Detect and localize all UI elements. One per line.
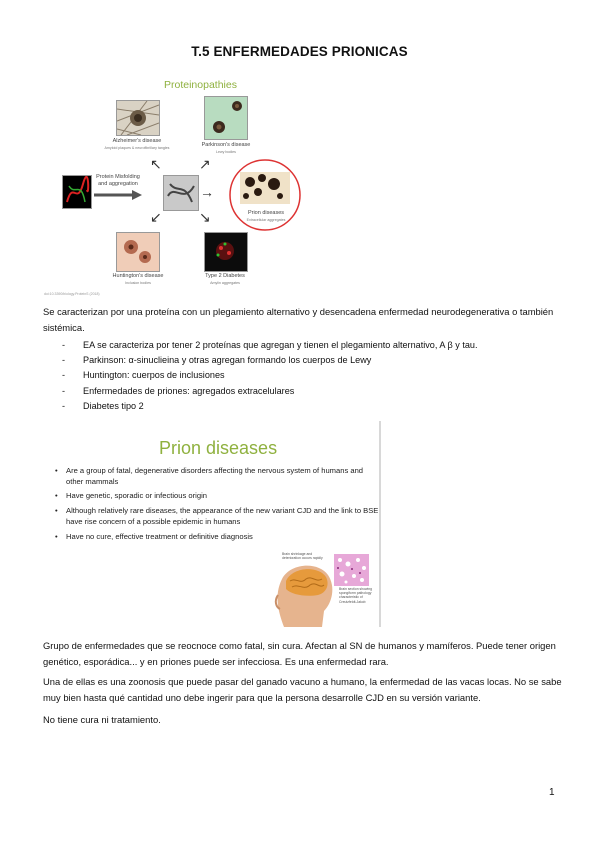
spongiform-section-image <box>334 554 369 586</box>
protein-structure-image <box>62 175 92 209</box>
aggregate-image <box>163 175 199 211</box>
prion-sublabel: Extracellular aggregates <box>246 217 286 222</box>
alzheimer-sublabel: Amyloid plaques & neurofibrillary tangles <box>104 145 170 150</box>
list-item-text: Enfermedades de priones: agregados extracelulares <box>83 385 295 396</box>
list-item-text: EA se caracteriza por tener 2 proteínas que agregan y tienen el plegamiento alternativo, A β y tau. <box>83 340 478 350</box>
arrow-up-left-icon: ↖ <box>150 156 162 172</box>
huntington-micrograph <box>116 232 160 272</box>
figure-title: Proteinopathies <box>164 79 237 91</box>
huntington-caption <box>98 273 178 286</box>
diabetes-label: Type 2 Diabetes <box>205 273 245 279</box>
protein-list <box>62 338 478 414</box>
diabetes-sublabel: Amylin aggregates <box>210 280 240 285</box>
slide-bullet-text: Have no cure, effective treatment or definitive diagnosis <box>66 532 253 541</box>
list-item-text: Huntington: cuerpos de inclusiones <box>83 370 225 381</box>
alzheimer-micrograph <box>116 100 160 136</box>
huntington-sublabel: Inclusion bodies <box>125 280 151 285</box>
slide-bullet: • Are a group of fatal, degenerative disorders affecting the nervous system of humans and other mammals <box>55 465 380 487</box>
paragraph-zoonosis: Una de ellas es una zoonosis que puede pasar del ganado vacuno a humano, la enfermedad de las vacas locas. No se sabe muy bien hasta qué cantidad uno debe ingerir para que la persona desarrolle CJD en su versión variante. <box>43 676 562 704</box>
arrow-right-icon: → <box>200 184 214 200</box>
list-item: - Huntington: cuerpos de inclusiones <box>62 370 225 381</box>
list-item: - EA se caracteriza por tener 2 proteínas que agregan y tienen el plegamiento alternativo, A β y tau. <box>62 340 478 350</box>
prion-label: Prion diseases <box>247 210 285 216</box>
parkinson-caption <box>188 142 264 155</box>
alzheimer-caption <box>96 138 178 151</box>
slide-bullet-text: Although relatively rare diseases, the appearance of the new variant CJD and the link to BSE have rise concern of a possible epidemic in humans <box>66 506 379 526</box>
slide-title: Prion diseases <box>159 438 278 458</box>
arrow-down-left-icon: ↙ <box>150 209 162 225</box>
prion-caption <box>238 210 294 223</box>
slide-bullet-text: Have genetic, sporadic or infectious origin <box>66 491 207 500</box>
list-item-text: Parkinson: α-sinuclieina y otras agregan formando los cuerpos de Lewy <box>83 355 372 366</box>
slide-bullet: • Have no cure, effective treatment or definitive diagnosis <box>55 531 380 542</box>
arrow-right-icon <box>94 190 142 200</box>
figure-footnote: doi:10.3390/biology.ProteinS (2018) <box>44 292 100 296</box>
list-item: - Parkinson: α-sinuclieina y otras agregan formando los cuerpos de Lewy <box>62 355 372 366</box>
page-number: 1 <box>549 787 555 798</box>
slide-bullet: • Although relatively rare diseases, the appearance of the new variant CJD and the link to BSE have rise concern of a possible epidemic in humans <box>55 506 379 526</box>
diabetes-micrograph <box>204 232 248 272</box>
slide-bullet-text: Are a group of fatal, degenerative disorders affecting the nervous system of humans and other mammals <box>66 466 364 486</box>
parkinson-sublabel: Lewy bodies <box>216 149 236 154</box>
arrow-down-right-icon: ↘ <box>199 209 211 225</box>
slide-bullet: • Have genetic, sporadic or infectious origin <box>55 490 380 501</box>
section-note: Brain section showing spongiform pathology characteristic of Creutzfeldt-Jakob <box>339 587 372 604</box>
misfolding-label: Protein Misfolding and aggregation <box>96 174 140 187</box>
huntington-label: Huntington's disease <box>112 273 164 279</box>
alzheimer-label: Alzheimer's disease <box>112 138 162 144</box>
list-item: - Diabetes tipo 2 <box>62 400 144 411</box>
prion-diseases-slide <box>43 421 381 627</box>
page-title: T.5 ENFERMEDADES PRIONICAS <box>191 44 408 59</box>
parkinson-label: Parkinson's disease <box>201 142 251 148</box>
paragraph-group: Grupo de enfermedades que se reocnoce como fatal, sin cura. Afectan al SN de humanos y mamíferos. Puede tener origen genético, esporádica... y en priones puede ser infecciosa. Es una enfermedad rara. <box>43 640 556 668</box>
diabetes-caption <box>190 273 260 286</box>
intro-paragraph: Se caracterizan por una proteína con un plegamiento alternativo y desencadena enfermedad neurodegenerativa o también sistémica. <box>43 306 554 334</box>
brain-note: Brain shrinkage and deterioration occurs rapidly <box>282 552 323 561</box>
parkinson-micrograph <box>204 96 248 140</box>
list-item-text: Diabetes tipo 2 <box>83 400 144 411</box>
arrow-up-right-icon: ↗ <box>199 156 211 172</box>
proteinopathies-figure <box>44 72 310 300</box>
head-brain-illustration <box>270 559 340 627</box>
paragraph-no-cure: No tiene cura ni tratamiento. <box>43 714 161 725</box>
list-item: - Enfermedades de priones: agregados extracelulares <box>62 385 295 396</box>
